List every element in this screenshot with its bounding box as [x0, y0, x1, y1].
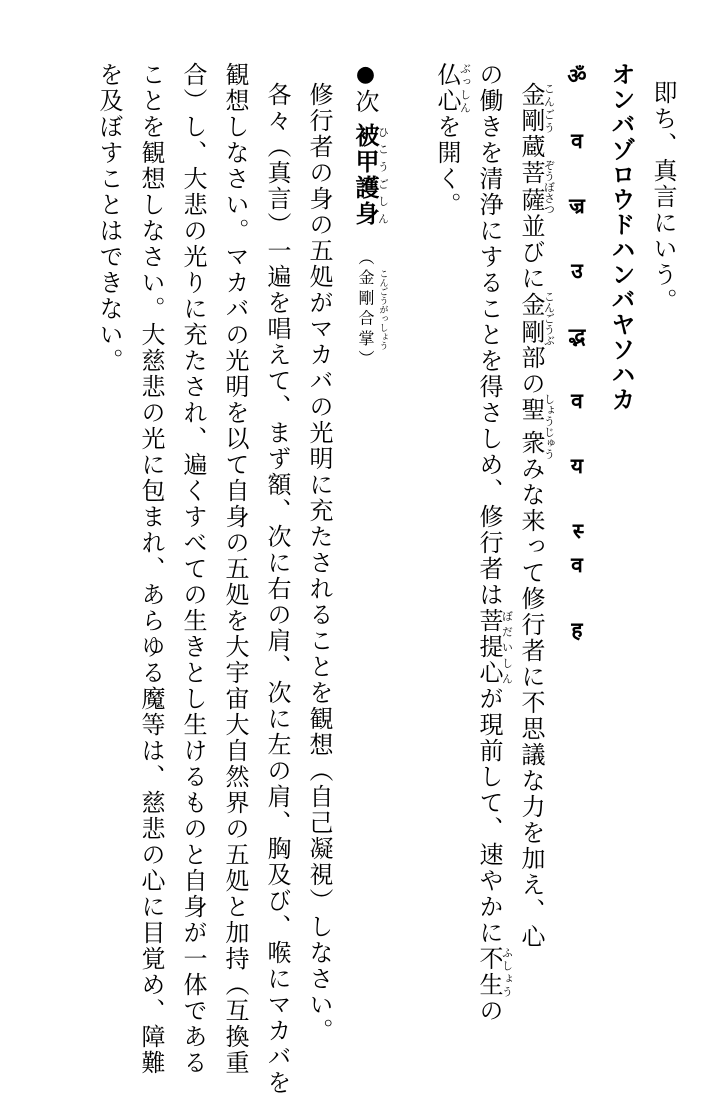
- text-column-10: [217, 62, 253, 1076]
- ruby-busshin: 仏心ぶっしん: [433, 62, 472, 114]
- column-text: 各々（真言）一遍を唱えて、まず額、次に右の肩、次に左の肩、胸及び、喉にマカバを: [263, 82, 291, 1096]
- siddham-script: ॐ व ज्र उ द्भ व य स्व ह: [565, 62, 590, 650]
- ruby-shoujuu: 聖衆しょうじゅう: [517, 393, 556, 460]
- column-text: 観想しなさい。マカバの光明を以て自身の五処を大宇宙大自然界の五処と加持（互換重: [221, 62, 249, 1076]
- mantra-siddham: [559, 62, 595, 650]
- ruby-kongoubu: 金剛こんごうぶ: [517, 290, 556, 346]
- column-text: 即ち、真言にいう。: [649, 80, 677, 314]
- column-text: を及ぼすことはできない。: [95, 62, 123, 374]
- text-column-5: の働きを清浄にすることを得さしめ、修行者は菩提心ぼだいしんが現前して、速やかに不生ふしょうの: [475, 62, 514, 1024]
- column-text: ことを観想しなさい。大慈悲の光に包まれ、あらゆる魔等は、慈悲の心に目覚め、障難: [137, 62, 165, 1076]
- text-column-12: [133, 62, 169, 1076]
- text-column-1: [645, 80, 681, 314]
- text-column-9: [259, 82, 295, 1096]
- ruby-kongou: 金剛こんごう: [517, 82, 556, 134]
- bullet-icon: ●: [353, 62, 378, 89]
- text-column-4: 金剛こんごう蔵菩薩ぞうぼさつ並びに金剛こんごうぶ部の聖衆しょうじゅうみな来って修行者に不思議な力を加え、心: [517, 82, 556, 950]
- ruby-bodaishin: 菩提心ぼだいしん: [475, 608, 514, 686]
- column-text: 合）し、大悲の光りに充たされ、遍くすべての生きとし生けるものと自身が一体である: [179, 62, 207, 1076]
- mantra-text: オンバゾロウドハンバヤソハカ: [607, 62, 635, 412]
- column-text: 修行者の身の五処がマカバの光明に充たされることを観想（自己凝視）しなさい。: [305, 82, 333, 1044]
- text-column-13: [91, 62, 127, 374]
- mudra-note: （金剛合掌 こんごうがっしょう）: [356, 249, 388, 370]
- mantra-katakana: [603, 62, 639, 412]
- section-title: 被甲護身ひこうごしん: [351, 123, 390, 227]
- section-heading: [353, 62, 389, 370]
- ruby-bosatsu: 菩薩ぞうぼさつ: [517, 159, 556, 215]
- text-column-8: [301, 82, 337, 1044]
- text-column-11: [175, 62, 211, 1076]
- heading-prefix: 次: [351, 89, 379, 115]
- text-column-6: 仏心ぶっしんを開く。: [433, 62, 472, 218]
- ruby-fushou: 不生ふしょう: [475, 946, 514, 998]
